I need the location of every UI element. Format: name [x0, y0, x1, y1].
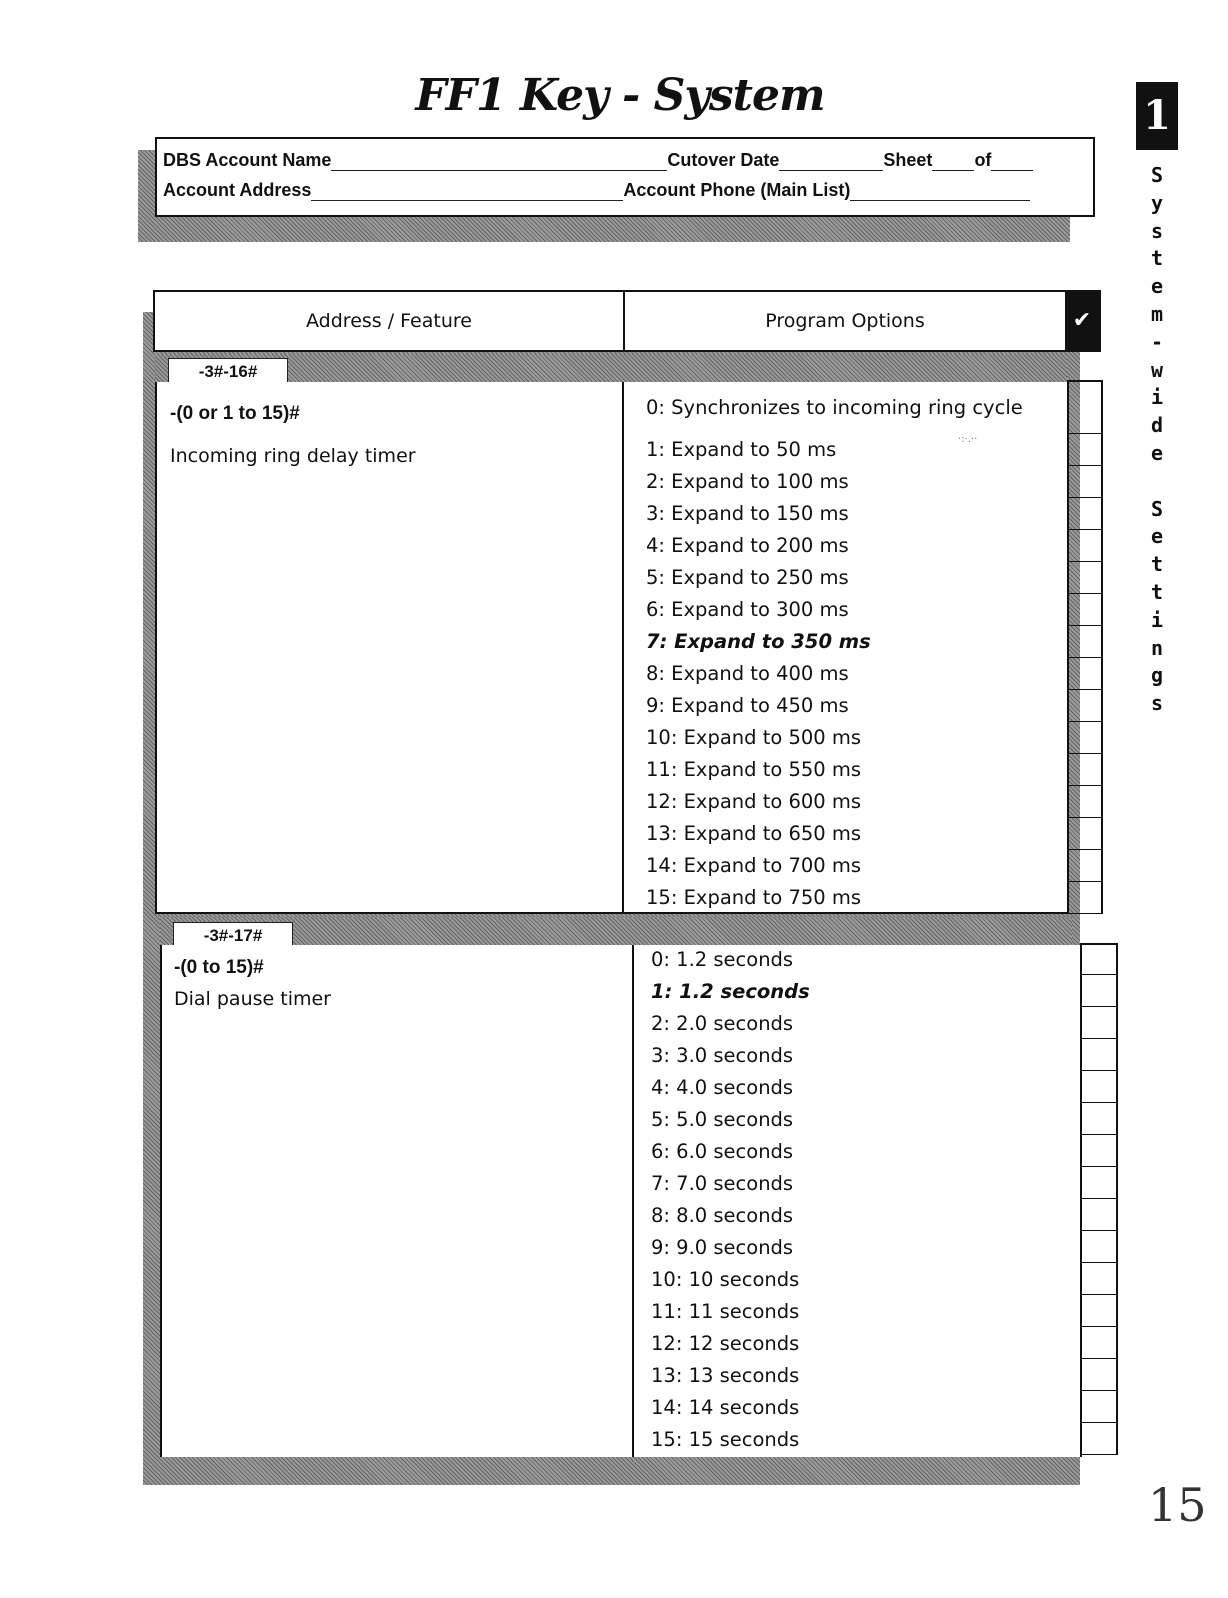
section-code-2: -3#-17# [173, 922, 293, 948]
option-checkbox[interactable] [1082, 1423, 1118, 1455]
sheet-total-field[interactable] [991, 154, 1033, 171]
section-2-feature-name: Dial pause timer [174, 988, 331, 1010]
option-checkbox[interactable] [1069, 466, 1103, 498]
option-checkbox[interactable] [1082, 1295, 1118, 1327]
option-checkbox[interactable] [1069, 818, 1103, 850]
option-item: 9: Expand to 450 ms [646, 693, 849, 717]
section-panel-2 [160, 945, 1082, 1457]
cutover-date-field[interactable] [779, 154, 883, 171]
option-checkbox[interactable] [1069, 498, 1103, 530]
option-checkbox[interactable] [1082, 1391, 1118, 1423]
side-letter: S [1150, 496, 1164, 521]
section-1-options [646, 396, 1023, 918]
side-letter: i [1150, 607, 1164, 632]
option-item: 7: 7.0 seconds [651, 1172, 794, 1195]
account-address-label: Account Address [163, 180, 312, 200]
option-item: 1: Expand to 50 ms [646, 437, 837, 461]
option-checkbox[interactable] [1082, 1359, 1118, 1391]
account-phone-field[interactable] [850, 184, 1030, 201]
side-letter: y [1150, 190, 1164, 215]
option-item: 6: 6.0 seconds [651, 1140, 794, 1163]
side-letter: n [1150, 635, 1164, 660]
account-address-field[interactable] [311, 184, 623, 201]
option-checkbox[interactable] [1069, 882, 1103, 914]
option-item: 14: Expand to 700 ms [646, 853, 862, 877]
check-mark-icon: ✔ [1065, 292, 1099, 350]
option-item: 3: 3.0 seconds [651, 1044, 794, 1067]
option-checkbox[interactable] [1082, 1071, 1118, 1103]
sheet-of-label: of [974, 150, 992, 170]
option-item: 15: 15 seconds [651, 1428, 800, 1451]
section-1-range: -(0 or 1 to 15)# [170, 403, 300, 424]
side-letter: s [1150, 218, 1164, 243]
table-header [153, 290, 1101, 352]
option-checkbox[interactable] [1069, 786, 1103, 818]
option-item: 15: Expand to 750 ms [646, 885, 862, 909]
section-1-column-divider [622, 382, 624, 914]
option-item: 9: 9.0 seconds [651, 1236, 794, 1259]
option-item: 10: 10 seconds [651, 1268, 800, 1291]
option-checkbox[interactable] [1069, 754, 1103, 786]
side-letter: s [1150, 691, 1164, 716]
option-checkbox[interactable] [1069, 380, 1103, 434]
option-item: 2: 2.0 seconds [651, 1012, 794, 1035]
header-address-feature: Address / Feature [306, 310, 472, 332]
page-number: 15 [1148, 1478, 1207, 1532]
option-default: 7: Expand to 350 ms [646, 629, 871, 653]
side-letter: t [1150, 580, 1164, 604]
account-row-2 [163, 177, 1063, 201]
option-default: 1: 1.2 seconds [651, 980, 810, 1003]
option-item: 12: Expand to 600 ms [646, 789, 862, 813]
account-name-field[interactable] [331, 154, 667, 171]
section-band-1 [155, 354, 1067, 382]
option-checkbox[interactable] [1069, 562, 1103, 594]
option-item: 10: Expand to 500 ms [646, 725, 862, 749]
option-item: 13: Expand to 650 ms [646, 821, 862, 845]
option-item: 2: Expand to 100 ms [646, 469, 849, 493]
option-checkbox[interactable] [1082, 1327, 1118, 1359]
option-checkbox[interactable] [1082, 943, 1118, 975]
option-item: 14: 14 seconds [651, 1396, 800, 1419]
option-checkbox[interactable] [1069, 626, 1103, 658]
account-name-label: DBS Account Name [163, 150, 332, 170]
section-2-options [651, 948, 810, 1460]
option-checkbox[interactable] [1069, 690, 1103, 722]
option-checkbox[interactable] [1082, 1167, 1118, 1199]
option-item: 5: 5.0 seconds [651, 1108, 794, 1131]
side-letter: t [1150, 246, 1164, 271]
side-letter: t [1150, 552, 1164, 577]
option-item: 8: Expand to 400 ms [646, 661, 849, 685]
option-checkbox[interactable] [1069, 434, 1103, 466]
section-2-range: -(0 to 15)# [174, 957, 264, 978]
option-checkbox[interactable] [1082, 1007, 1118, 1039]
account-row-1 [163, 147, 1063, 171]
section-2-column-divider [632, 945, 634, 1457]
side-letter: - [1150, 329, 1164, 354]
section-number-tab: 1 [1136, 82, 1178, 150]
side-letter: i [1150, 385, 1164, 410]
sheet-number-field[interactable] [932, 154, 974, 171]
option-item: 0: 1.2 seconds [651, 948, 794, 971]
option-checkbox[interactable] [1082, 1103, 1118, 1135]
option-item: 5: Expand to 250 ms [646, 565, 849, 589]
section-code-1: -3#-16# [168, 358, 288, 384]
side-letter: S [1150, 163, 1164, 187]
side-letter: e [1150, 524, 1164, 549]
option-checkbox[interactable] [1069, 722, 1103, 754]
option-item: 11: Expand to 550 ms [646, 757, 862, 781]
page-title: FF1 Key - System [415, 70, 825, 121]
option-checkbox[interactable] [1082, 1135, 1118, 1167]
option-checkbox[interactable] [1069, 530, 1103, 562]
option-item: 4: Expand to 200 ms [646, 533, 849, 557]
option-checkbox[interactable] [1082, 1039, 1118, 1071]
scan-speck: ·:·.·· [958, 434, 978, 445]
option-checkbox[interactable] [1069, 658, 1103, 690]
option-checkbox[interactable] [1069, 850, 1103, 882]
section-1-feature-name: Incoming ring delay timer [170, 445, 416, 467]
option-item: 4: 4.0 seconds [651, 1076, 794, 1099]
side-letter: e [1150, 274, 1164, 299]
side-letter: g [1150, 663, 1164, 688]
side-letter: w [1150, 357, 1164, 382]
option-checkbox[interactable] [1069, 594, 1103, 626]
option-item: 3: Expand to 150 ms [646, 501, 849, 525]
cutover-date-label: Cutover Date [667, 150, 780, 170]
option-checkbox[interactable] [1082, 1199, 1118, 1231]
option-item: 12: 12 seconds [651, 1332, 800, 1355]
header-program-options: Program Options [765, 310, 925, 332]
option-item: 8: 8.0 seconds [651, 1204, 794, 1227]
option-item: 6: Expand to 300 ms [646, 597, 849, 621]
section-band-2 [160, 917, 1072, 945]
option-item: 13: 13 seconds [651, 1364, 800, 1387]
side-letter: d [1150, 413, 1164, 438]
option-checkbox[interactable] [1082, 975, 1118, 1007]
option-item: 0: Synchronizes to incoming ring cycle [646, 396, 1023, 419]
side-letter: e [1150, 441, 1164, 465]
section-2-checkboxes [1080, 943, 1118, 1455]
section-1-checkboxes [1067, 380, 1103, 914]
account-phone-label: Account Phone (Main List) [623, 180, 851, 200]
sheet-label: Sheet [883, 150, 933, 170]
option-checkbox[interactable] [1082, 1231, 1118, 1263]
side-letter: m [1150, 302, 1164, 326]
option-item: 11: 11 seconds [651, 1300, 800, 1323]
account-info-box [155, 137, 1095, 217]
option-checkbox[interactable] [1082, 1263, 1118, 1295]
